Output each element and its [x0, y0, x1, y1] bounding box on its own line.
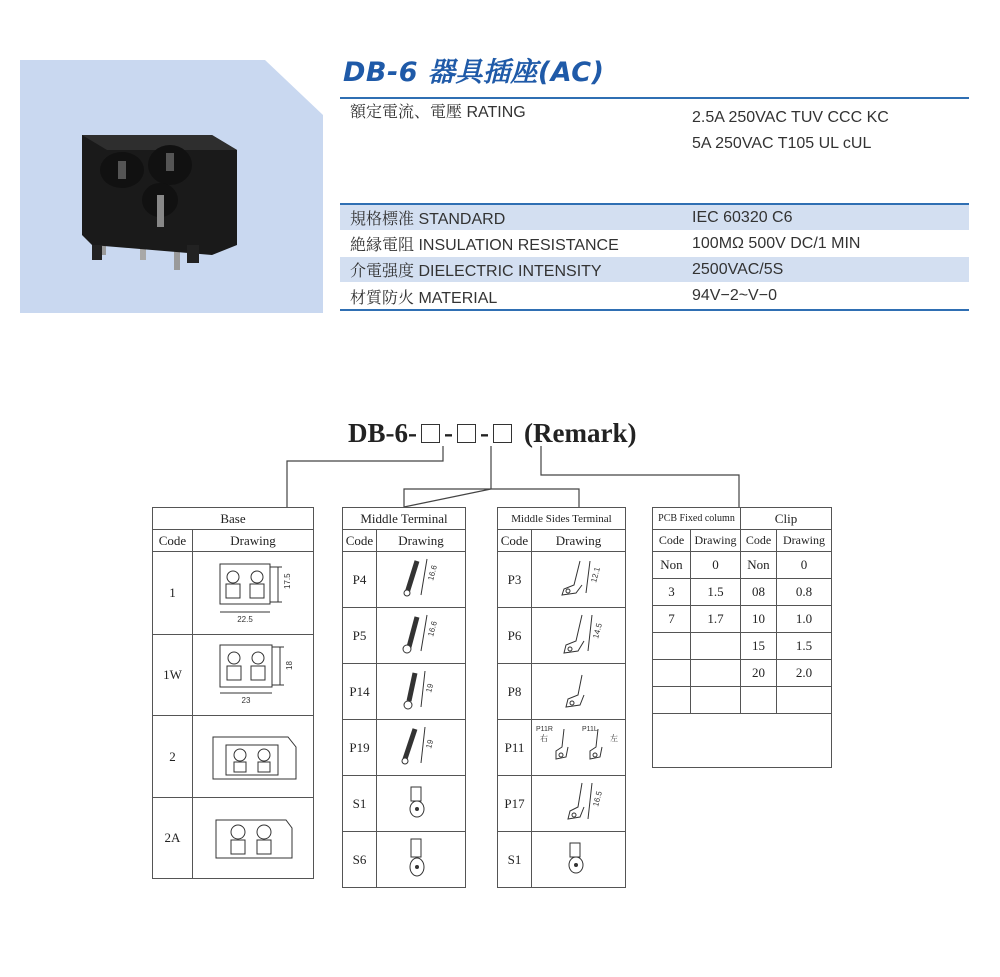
clip-code: 08 — [741, 579, 777, 606]
row-code: S6 — [343, 832, 377, 888]
terminal-dim: 14.5 — [590, 621, 604, 640]
ordering-code — [348, 418, 636, 449]
dim-width: 23 — [241, 696, 251, 705]
table-row — [343, 664, 466, 720]
pcb-title: PCB Fixed column — [653, 508, 741, 530]
row-code: S1 — [343, 776, 377, 832]
table-row — [498, 552, 626, 608]
table-row — [343, 552, 466, 608]
terminal-dim: 12.1 — [588, 565, 602, 584]
middle-sides-terminal-table — [497, 507, 626, 888]
terminal-drawing — [377, 720, 466, 776]
table-row — [498, 664, 626, 720]
col-code: Code — [498, 530, 532, 552]
spec-label: 絶縁電阻 INSULATION RESISTANCE — [350, 237, 619, 254]
col-code: Code — [343, 530, 377, 552]
product-photo — [72, 95, 272, 315]
pcb-code — [653, 633, 691, 660]
base-title: Base — [153, 508, 314, 530]
table-row — [343, 832, 466, 888]
row-code: P11 — [498, 720, 532, 776]
terminal-dim: 16.5 — [590, 789, 604, 808]
page-title: DB-6 器具插座(AC) — [343, 57, 605, 88]
spec-value: 100MΩ 500V DC/1 MIN — [692, 234, 861, 252]
spec-label: 規格標准 STANDARD — [350, 211, 506, 228]
table-row — [653, 714, 832, 768]
pcb-code: 3 — [653, 579, 691, 606]
base-drawing-1w — [193, 635, 314, 716]
rating-line-2: 5A 250VAC T105 UL cUL — [692, 135, 872, 152]
row-code: 1 — [153, 552, 193, 635]
col-drawing: Drawing — [691, 530, 741, 552]
terminal-drawing — [377, 776, 466, 832]
clip-code: 20 — [741, 660, 777, 687]
table-row — [153, 798, 314, 879]
terminal-drawing — [377, 664, 466, 720]
clip-code: 15 — [741, 633, 777, 660]
table-row — [653, 660, 832, 687]
code-sep-2: - — [480, 418, 489, 448]
table-row — [498, 776, 626, 832]
clip-code — [741, 687, 777, 714]
pcb-drawing — [691, 687, 741, 714]
terminal-drawing — [532, 664, 626, 720]
table-row — [153, 716, 314, 798]
table-row — [498, 608, 626, 664]
pcb-code: 7 — [653, 606, 691, 633]
table-row — [153, 552, 314, 635]
spec-row-dielectric — [340, 257, 969, 283]
row-code: 2 — [153, 716, 193, 798]
clip-drawing: 1.0 — [777, 606, 832, 633]
terminal-drawing — [377, 608, 466, 664]
p11r-label: P11R — [535, 725, 553, 733]
pcb-drawing — [691, 660, 741, 687]
terminal-drawing — [532, 552, 626, 608]
spec-table — [340, 97, 969, 311]
col-code: Code — [153, 530, 193, 552]
sides-title: Middle Sides Terminal — [498, 508, 626, 530]
rating-line-1: 2.5A 250VAC TUV CCC KC — [692, 109, 889, 126]
pcb-code — [653, 660, 691, 687]
dim-width: 22.5 — [237, 615, 253, 624]
code-slot-3 — [493, 424, 512, 443]
code-prefix: DB-6- — [348, 418, 417, 448]
row-code: P8 — [498, 664, 532, 720]
clip-drawing: 1.5 — [777, 633, 832, 660]
base-drawing-2a — [193, 798, 314, 879]
spec-label: 額定電流、電壓 RATING — [350, 104, 526, 121]
col-drawing: Drawing — [532, 530, 626, 552]
pcb-drawing: 1.7 — [691, 606, 741, 633]
pcb-code — [653, 687, 691, 714]
p11l-label: P11L — [581, 725, 598, 733]
row-code: P4 — [343, 552, 377, 608]
table-row — [653, 687, 832, 714]
col-code: Code — [653, 530, 691, 552]
terminal-dim: 16.6 — [426, 619, 439, 638]
base-drawing-2 — [193, 716, 314, 798]
col-drawing: Drawing — [777, 530, 832, 552]
table-row — [343, 776, 466, 832]
table-row — [498, 832, 626, 888]
row-code: P17 — [498, 776, 532, 832]
dim-height: 17.5 — [283, 573, 292, 589]
code-slot-2 — [457, 424, 476, 443]
spec-value — [692, 105, 889, 157]
pcb-clip-table — [652, 507, 832, 768]
p11r-cn: 右 — [539, 733, 548, 743]
table-row — [153, 635, 314, 716]
dim-height: 18 — [285, 661, 294, 670]
row-code: P5 — [343, 608, 377, 664]
clip-code: Non — [741, 552, 777, 579]
terminal-dim: 19 — [424, 682, 436, 694]
terminal-dim: 16.6 — [426, 563, 439, 582]
spec-value: 94V−2~V−0 — [692, 287, 777, 304]
row-code: P6 — [498, 608, 532, 664]
clip-drawing: 2.0 — [777, 660, 832, 687]
code-sep-1: - — [444, 418, 453, 448]
spec-value: 2500VAC/5S — [692, 260, 784, 278]
base-table — [152, 507, 314, 879]
table-row — [343, 608, 466, 664]
p11l-cn: 左 — [609, 733, 618, 743]
table-row — [653, 579, 832, 606]
row-code: P14 — [343, 664, 377, 720]
clip-drawing: 0.8 — [777, 579, 832, 606]
row-code: P19 — [343, 720, 377, 776]
spec-row-material — [340, 283, 969, 309]
table-row — [343, 720, 466, 776]
col-drawing: Drawing — [193, 530, 314, 552]
spec-row-rating — [340, 99, 969, 205]
pcb-drawing: 1.5 — [691, 579, 741, 606]
pcb-code: Non — [653, 552, 691, 579]
col-drawing: Drawing — [377, 530, 466, 552]
terminal-drawing — [532, 832, 626, 888]
code-remark: (Remark) — [524, 418, 637, 448]
base-drawing-1 — [193, 552, 314, 635]
middle-title: Middle Terminal — [343, 508, 466, 530]
table-row — [498, 720, 626, 776]
pcb-drawing: 0 — [691, 552, 741, 579]
clip-drawing: 0 — [777, 552, 832, 579]
clip-drawing — [777, 687, 832, 714]
col-code: Code — [741, 530, 777, 552]
spec-value: IEC 60320 C6 — [692, 208, 793, 226]
clip-title: Clip — [741, 508, 832, 530]
table-row — [653, 606, 832, 633]
terminal-drawing — [377, 832, 466, 888]
pcb-drawing — [691, 633, 741, 660]
terminal-drawing — [532, 776, 626, 832]
empty-cell — [653, 714, 832, 768]
terminal-drawing — [532, 720, 626, 776]
code-slot-1 — [421, 424, 440, 443]
row-code: S1 — [498, 832, 532, 888]
terminal-drawing — [532, 608, 626, 664]
spec-label: 材質防火 MATERIAL — [350, 289, 498, 307]
row-code: 2A — [153, 798, 193, 879]
clip-code: 10 — [741, 606, 777, 633]
spec-label: 介電强度 DIELECTRIC INTENSITY — [350, 263, 602, 280]
middle-terminal-table — [342, 507, 466, 888]
terminal-drawing — [377, 552, 466, 608]
spec-row-standard — [340, 205, 969, 231]
terminal-dim: 19 — [424, 738, 436, 750]
row-code: 1W — [153, 635, 193, 716]
table-row — [653, 633, 832, 660]
spec-row-insulation — [340, 231, 969, 257]
table-row — [653, 552, 832, 579]
row-code: P3 — [498, 552, 532, 608]
